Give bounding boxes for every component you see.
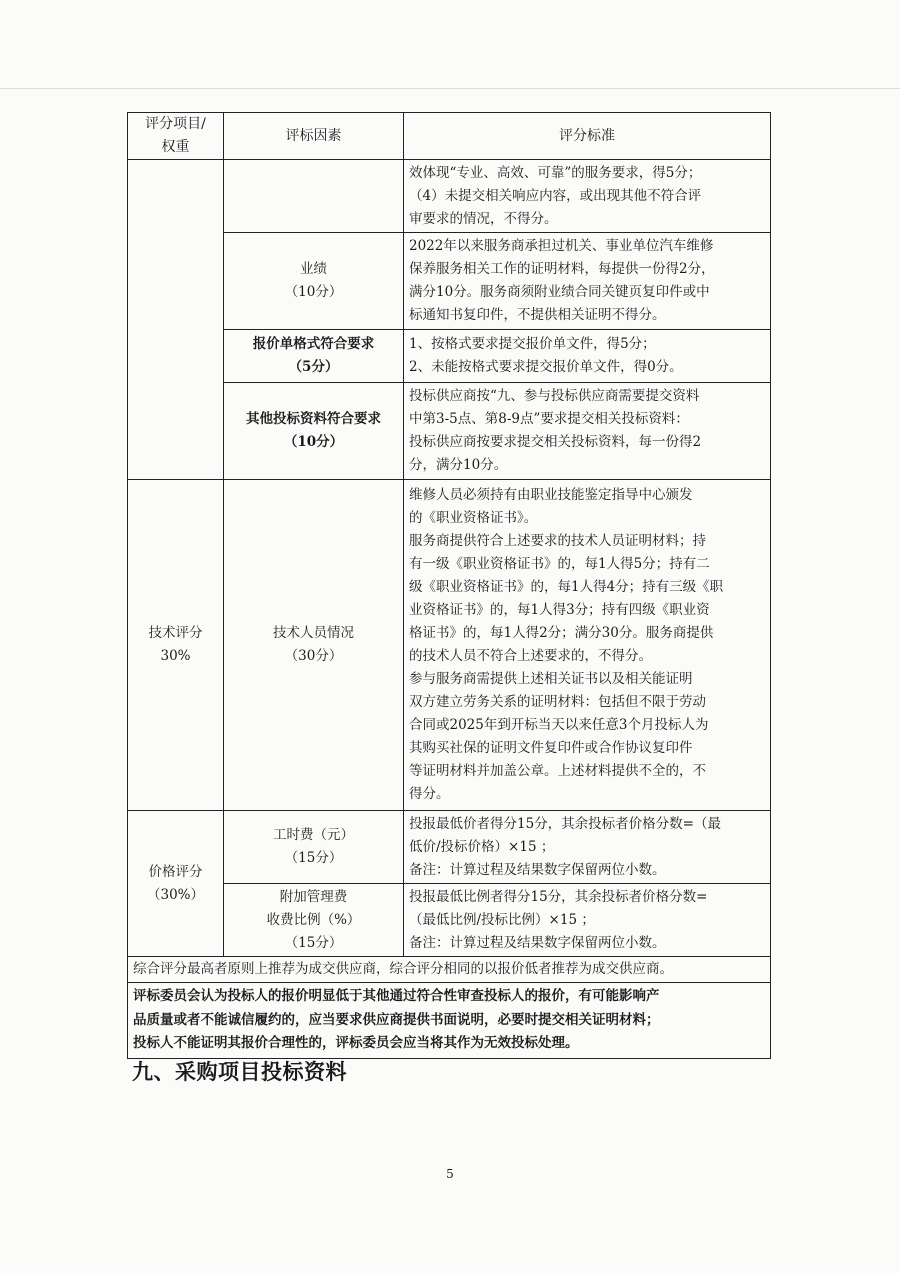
- standard-line: 业资格证书》的，每1人得3分；持有四级《职业资: [409, 602, 710, 618]
- standard-line: 等证明材料并加盖公章。上述材料提供不全的，不: [409, 763, 706, 779]
- factor-cell-quote-format: [224, 330, 404, 383]
- standard-cell: [404, 330, 771, 383]
- category-cell-technical: [128, 480, 224, 811]
- factor-points: （10分）: [284, 284, 343, 300]
- category-label: 技术评分: [148, 625, 203, 641]
- category-cell-business: [128, 160, 224, 480]
- standard-cell: [404, 480, 771, 811]
- table-row: [128, 884, 771, 957]
- table-row-note: [128, 983, 771, 1059]
- header-category: [128, 113, 224, 160]
- standard-line: 参与服务商需提供上述相关证书以及相关能证明: [409, 671, 693, 687]
- standard-line: 中第3-5点、第8-9点”要求提交相关投标资料：: [409, 411, 689, 427]
- table-row: [128, 383, 771, 480]
- standard-cell: [404, 160, 771, 233]
- factor-cell-performance: [224, 233, 404, 330]
- standard-cell: [404, 233, 771, 330]
- standard-line: 2022年以来服务商承担过机关、事业单位汽车维修: [409, 238, 714, 254]
- header-standard: 评分标准: [404, 113, 771, 160]
- standard-line: 有一级《职业资格证书》的，每1人得5分；持有二: [409, 556, 710, 572]
- standard-cell: [404, 811, 771, 884]
- table-row: [128, 160, 771, 233]
- standard-line: 满分10分。服务商须附业绩合同关键页复印件或中: [409, 284, 710, 300]
- standard-line: 得分。: [409, 786, 450, 802]
- standard-line: 双方建立劳务关系的证明材料：包括但不限于劳动: [409, 694, 706, 710]
- standard-line: 备注：计算过程及结果数字保留两位小数。: [409, 861, 666, 878]
- table-row-summary: [128, 957, 771, 983]
- standard-line: 备注：计算过程及结果数字保留两位小数。: [409, 934, 666, 951]
- factor-label: 工时费（元）: [273, 827, 354, 843]
- header-category-line2: 权重: [161, 139, 190, 155]
- standard-line: 的技术人员不符合上述要求的，不得分。: [409, 648, 652, 664]
- table-row: [128, 330, 771, 383]
- standard-line: 的《职业资格证书》。: [409, 510, 538, 526]
- standard-line: 维修人员必须持有由职业技能鉴定指导中心颁发: [409, 487, 693, 503]
- standard-line: 服务商提供符合上述要求的技术人员证明材料；持: [409, 533, 706, 549]
- note-line: 投标人不能证明其报价合理性的，评标委员会应当将其作为无效投标处理。: [133, 1035, 579, 1051]
- factor-label: 收费比例（%）: [266, 911, 361, 928]
- standard-line: 低价/投标价格）×15 ；: [409, 838, 555, 855]
- standard-line: 审要求的情况，不得分。: [409, 210, 558, 227]
- table-row: [128, 233, 771, 330]
- standard-line: 级《职业资格证书》的，每1人得4分；持有三级《职: [409, 579, 724, 595]
- category-cell-price: [128, 811, 224, 957]
- standard-line: 保养服务相关工作的证明材料，每提供一份得2分，: [409, 261, 715, 277]
- note-cell: [128, 983, 771, 1059]
- factor-cell-other-docs: [224, 383, 404, 480]
- page-top-rule: [0, 88, 900, 89]
- factor-label: 业绩: [300, 261, 327, 277]
- standard-line: 格证书》的，每1人得2分；满分30分。服务商提供: [409, 625, 714, 641]
- category-label: 价格评分: [148, 863, 203, 880]
- factor-cell-labor-fee: [224, 811, 404, 884]
- standard-cell: [404, 383, 771, 480]
- note-line: 品质量或者不能诚信履约的，应当要求供应商提供书面说明，必要时提交相关证明材料；: [133, 1011, 660, 1028]
- section-title: 九、采购项目投标资料: [132, 1060, 347, 1084]
- table-row: [128, 811, 771, 884]
- factor-points: （5分）: [288, 359, 339, 375]
- category-weight: （30%）: [146, 886, 204, 903]
- factor-cell-technical-staff: [224, 480, 404, 811]
- standard-line: 分，满分10分。: [409, 457, 508, 473]
- factor-points: （10分）: [283, 434, 344, 450]
- standard-line: 合同或2025年到开标当天以来任意3个月投标人为: [409, 717, 709, 733]
- note-line: 评标委员会认为投标人的报价明显低于其他通过符合性审查投标人的报价，有可能影响产: [133, 988, 660, 1004]
- factor-points: （15分）: [284, 850, 343, 866]
- standard-line: （最低比例/投标比例）×15 ；: [409, 911, 595, 928]
- page-number: 5: [446, 1167, 454, 1181]
- factor-cell-empty: [224, 160, 404, 233]
- factor-cell-management-fee: [224, 884, 404, 957]
- scoring-table: [127, 112, 771, 1059]
- header-row: [128, 113, 771, 160]
- standard-line: 投报最低比例者得分15分，其余投标者价格分数=: [409, 888, 708, 905]
- summary-cell: 综合评分最高者原则上推荐为成交供应商，综合评分相同的以报价低者推荐为成交供应商。: [128, 957, 771, 983]
- standard-line: （4）未提交相关响应内容，或出现其他不符合评: [409, 187, 702, 204]
- factor-label: 报价单格式符合要求: [252, 336, 375, 352]
- standard-line: 标通知书复印件，不提供相关证明不得分。: [409, 307, 666, 323]
- standard-line: 投标供应商按“九、参与投标供应商需要提交资料: [409, 388, 700, 404]
- standard-line: 投报最低价者得分15分，其余投标者价格分数=（最: [409, 815, 721, 832]
- factor-label: 其他投标资料符合要求: [246, 411, 381, 427]
- header-category-line1: 评分项目/: [145, 116, 206, 132]
- factor-points: （30分）: [284, 648, 343, 664]
- category-weight: 30%: [160, 648, 191, 664]
- factor-label: 附加管理费: [279, 888, 348, 905]
- standard-line: 效体现“专业、高效、可靠”的服务要求，得5分；: [409, 164, 702, 181]
- factor-points: （15分）: [284, 934, 343, 951]
- standard-line: 其购买社保的证明文件复印件或合作协议复印件: [409, 740, 693, 756]
- standard-cell: [404, 884, 771, 957]
- standard-line: 1、按格式要求提交报价单文件，得5分；: [409, 336, 656, 352]
- table-row: [128, 480, 771, 811]
- header-factor: 评标因素: [224, 113, 404, 160]
- standard-line: 2、未能按格式要求提交报价单文件，得0分。: [409, 359, 683, 375]
- factor-label: 技术人员情况: [273, 625, 354, 641]
- standard-line: 投标供应商按要求提交相关投标资料，每一份得2: [409, 434, 702, 450]
